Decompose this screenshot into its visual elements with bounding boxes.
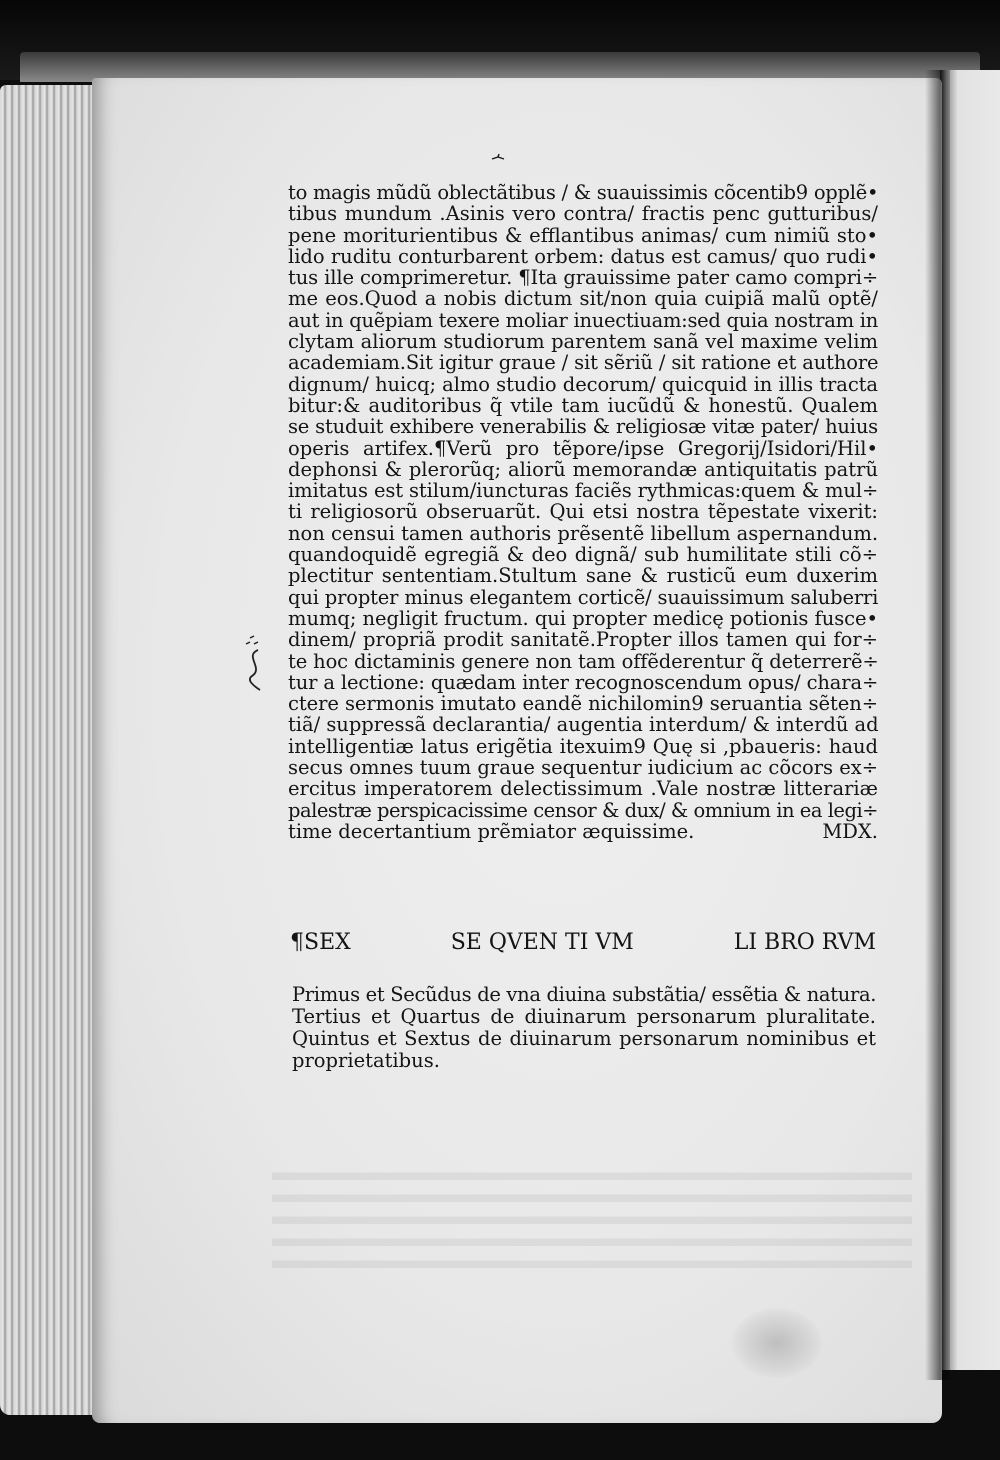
page-edges: [0, 85, 100, 1415]
text-line: academiam.Sit igitur graue / sit sẽriũ / sit ratione et authore: [288, 351, 879, 375]
heading-word: SE QVEN TI VM: [450, 930, 634, 955]
contents-item: Primus et Secũdus de vna diuina substãtia/ essẽtia & natura.: [292, 983, 877, 1006]
text-line: intelligentiæ latus erigẽtia itexuim9 Quę si ,pbaueris: haud: [288, 734, 878, 758]
text-line: tur a lectione: quædam inter recognoscendum opus/ chara÷: [288, 670, 879, 694]
text-line: palestræ perspicacissime censor & dux/ & omnium in ea legi÷: [288, 798, 878, 822]
text-line: ctere sermonis imutato eandẽ nichilomin9 seruantia sẽten÷: [288, 692, 878, 716]
text-line: non censui tamen authoris prẽsentẽ libellum aspernandum.: [288, 521, 879, 545]
section-heading: [290, 930, 876, 955]
text-line: dephonsi & plerorũq; aliorũ memorandæ antiquitatis patrũ: [288, 457, 878, 481]
signature-mark: [490, 152, 506, 162]
text-line: to magis mũdũ oblectãtibus / & suauissimis cõcentib9 opplẽ•: [288, 181, 879, 204]
closing-row: [288, 821, 878, 842]
text-line: lido ruditu conturbarent orbem: datus est camus/ quo rudi•: [288, 244, 878, 268]
contents-item: proprietatibus.: [292, 1049, 440, 1072]
closing-line: time decertantium prẽmiator æquissime.: [288, 819, 695, 843]
text-line: te hoc dictaminis genere non tam offẽderentur q̃ deterrerẽ÷: [288, 649, 879, 673]
paper-stain: [732, 1308, 822, 1378]
text-line: dignum/ huicq; almo studio decorum/ quicquid in illis tracta: [288, 372, 878, 396]
text-line: mumq; negligit fructum. qui propter medicę potionis fusce•: [288, 606, 878, 630]
main-text: [288, 182, 878, 842]
text-line: tiã/ suppressã declarantia/ augentia interdum/ & interdũ ad: [288, 713, 879, 737]
text-line: ti religiosorũ obseruarũt. Qui etsi nostra tẽpestate vixerit:: [288, 500, 878, 524]
text-line: qui propter minus elegantem corticẽ/ suauissimum saluberri: [288, 585, 879, 609]
heading-word: ¶SEX: [290, 930, 351, 955]
text-line: aut in quẽpiam texere moliar inuectiuam:sed quia nostram in: [288, 308, 878, 332]
text-line: operis artifex.¶Verũ pro tẽpore/ipse Gregorij/Isidori/Hil•: [288, 436, 878, 460]
text-line: me eos.Quod a nobis dictum sit/non quia cuipiã malũ optẽ/: [288, 287, 878, 311]
contents-list: [292, 984, 876, 1072]
text-line: dinem/ propriã prodit sanitatẽ.Propter illos tamen qui for÷: [288, 628, 878, 652]
text-line: ercitus imperatorem delectissimum .Vale nostræ litterariæ: [288, 777, 878, 801]
contents-item: Quintus et Sextus de diuinarum personarum nominibus et: [292, 1027, 876, 1050]
heading-word: LI BRO RVM: [733, 930, 876, 955]
bleed-through: [272, 1158, 912, 1278]
text-line: secus omnes tuum graue sequentur iudicium ac cõcors ex÷: [288, 756, 879, 780]
text-line: clytam aliorum studiorum parentem sanã vel maxime velim: [288, 330, 878, 354]
marginal-annotation: [240, 634, 270, 694]
text-line: bitur:& auditoribus q̃ vtile tam iucũdũ & honestũ. Qualem: [288, 393, 878, 417]
text-line: quandoquidẽ egregiã & deo dignã/ sub humilitate stili cõ÷: [288, 543, 878, 567]
text-line: tibus mundum .Asinis vero contra/ fractis penc gutturibus/: [288, 202, 878, 226]
text-line: se studuit exhibere venerabilis & religiosæ vitæ pater/ huius: [288, 415, 878, 439]
contents-item: Tertius et Quartus de diuinarum personarum pluralitate.: [292, 1005, 876, 1028]
text-line: plectitur sententiam.Stultum sane & rusticũ eum duxerim: [288, 564, 878, 588]
date: MDX.: [822, 819, 878, 843]
text-line: tus ille comprimeretur. ¶Ita grauissime pater camo compri÷: [288, 266, 879, 290]
spine-shadow: [925, 70, 950, 1380]
text-line: imitatus est stilum/iuncturas faciẽs rythmicas:quem & mul÷: [288, 479, 879, 503]
text-line: pene moriturientibus & efflantibus animas/ cum nimiũ sto•: [288, 223, 878, 247]
